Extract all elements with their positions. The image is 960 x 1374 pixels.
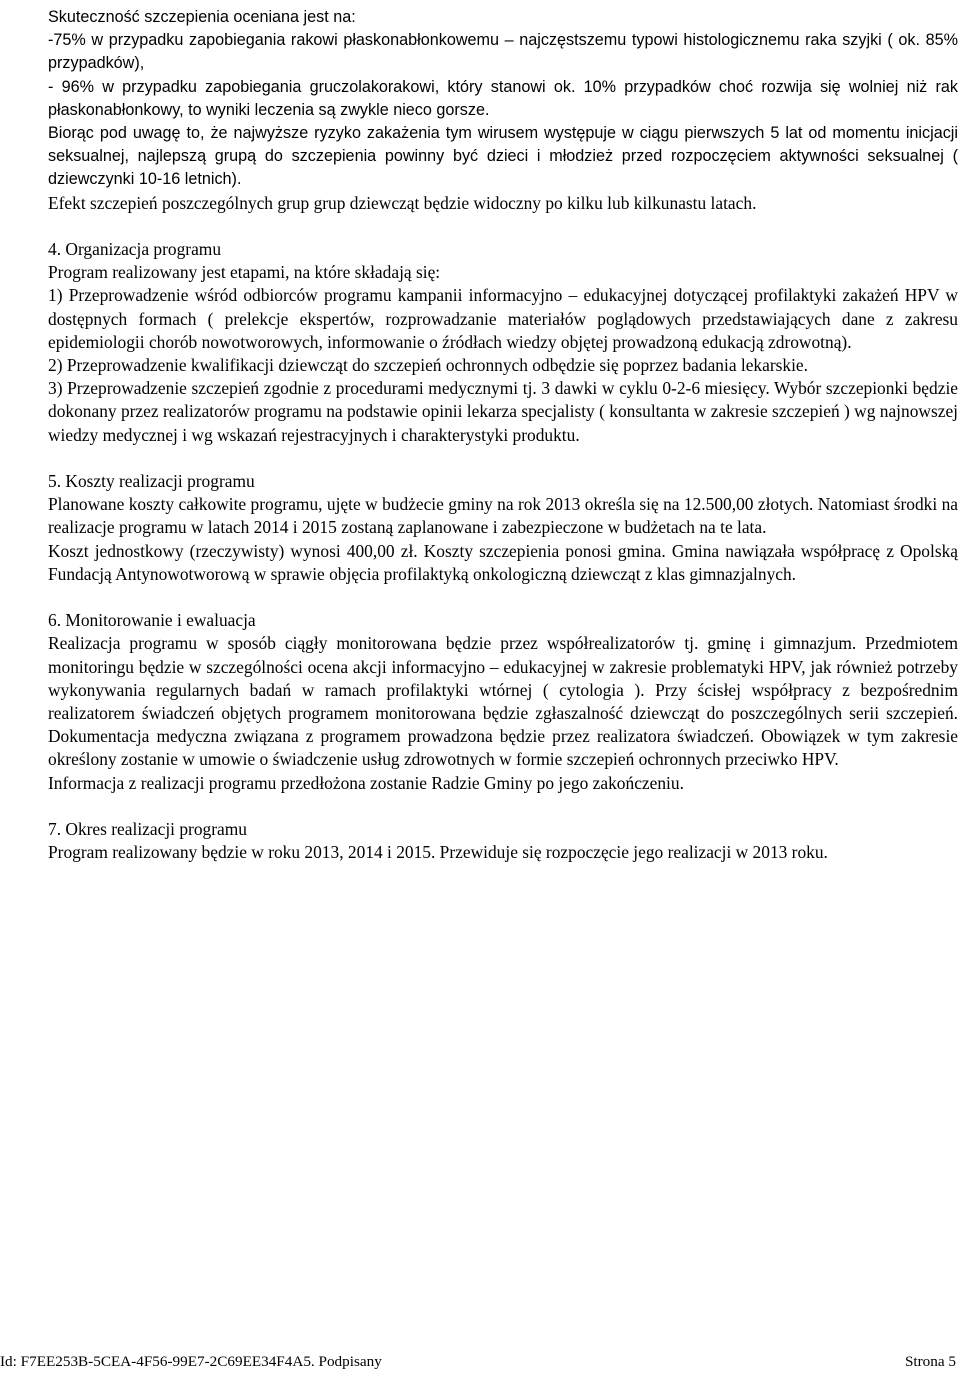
document-id: Id: F7EE253B-5CEA-4F56-99E7-2C69EE34F4A5. Podpisany <box>0 1353 382 1370</box>
target-group-paragraph: Biorąc pod uwagę to, że najwyższe ryzyko zakażenia tym wirusem występuje w ciągu pierwszych 5 lat od momentu inicjacji seksualnej, najlepszą grupą do szczepienia powinny być dzieci i młodzież przed rozpoczęciem aktywności seksualnej ( dziewczynki 10-16 letnich). <box>48 124 958 189</box>
effectiveness-squamous: -75% w przypadku zapobiegania rakowi płaskonabłonkowemu – najczęstszemu typowi histologicznemu raka szyjki ( ok. 85% przypadków), <box>48 31 958 73</box>
section-6-heading: 6. Monitorowanie i ewaluacja <box>48 610 256 631</box>
effectiveness-adeno: - 96% w przypadku zapobiegania gruczolakorakowi, który stanowi ok. 10% przypadków choć rozwija się wolniej niż rak płaskonabłonkowy, to wyniki leczenia są zwykle nieco gorsze. <box>48 77 958 119</box>
section-7-paragraph-1: Program realizowany będzie w roku 2013, 2014 i 2015. Przewiduje się rozpoczęcie jego realizacji w 2013 roku. <box>48 842 828 863</box>
spacer <box>48 215 958 238</box>
page-number: Strona 5 <box>904 1353 956 1370</box>
spacer <box>48 795 958 818</box>
section-5-heading: 5. Koszty realizacji programu <box>48 471 255 492</box>
section-4-item-2: 2) Przeprowadzenie kwalifikacji dziewcząt do szczepień ochronnych odbędzie się poprzez badania lekarskie. <box>48 355 808 376</box>
effectiveness-intro: Skuteczność szczepienia oceniana jest na: <box>48 8 356 26</box>
section-5-paragraph-2: Koszt jednostkowy (rzeczywisty) wynosi 400,00 zł. Koszty szczepienia ponosi gmina. Gmina nawiązała współpracę z Opolską Fundacją Antynowotworową w sprawie objęcia profilaktyką onkologiczną dziewcząt z klas gimnazjalnych. <box>48 540 958 584</box>
section-6-paragraph-1: Realizacja programu w sposób ciągły monitorowana będzie przez współrealizatorów tj. gminę i gimnazjum. Przedmiotem monitoringu będzie w szczególności ocena akcji informacyjno – edukacyjnej w zakresie problematyki HPV, jak również potrzeby wykonywania regularnych badań w ramach profilaktyki wtórnej ( cytologia ). Przy ścisłej współpracy z bezpośrednim realizatorem świadczeń objętych programem monitorowana będzie zgłaszalność dziewcząt do poszczególnych serii szczepień. Dokumentacja medyczna związana z programem prowadzona będzie przez realizatora świadczeń. Obowiązek w tym zakresie określony zostanie w umowie o świadczenie usług zdrowotnych w formie szczepień ochronnych przeciwko HPV. <box>48 633 958 770</box>
effect-paragraph: Efekt szczepień poszczególnych grup grup dziewcząt będzie widoczny po kilku lub kilkunastu latach. <box>48 192 757 213</box>
section-7-heading: 7. Okres realizacji programu <box>48 819 247 840</box>
section-6-paragraph-2: Informacja z realizacji programu przedłożona zostanie Radzie Gminy po jego zakończeniu. <box>48 772 684 793</box>
document-page <box>48 6 958 864</box>
section-4-intro: Program realizowany jest etapami, na które składają się: <box>48 262 441 283</box>
spacer <box>48 447 958 470</box>
section-4-item-3: 3) Przeprowadzenie szczepień zgodnie z procedurami medycznymi tj. 3 dawki w cyklu 0-2-6 miesięcy. Wybór szczepionki będzie dokonany przez realizatorów programu na podstawie opinii lekarza specjalisty ( konsultanta w zakresie szczepień ) wg najnowszej wiedzy medycznej i wg wskazań rejestracyjnych i charakterystyki produktu. <box>48 378 958 445</box>
spacer <box>48 586 958 609</box>
section-4-item-1: 1) Przeprowadzenie wśród odbiorców programu kampanii informacyjno – edukacyjnej dotyczącej profilaktyki zakażeń HPV w dostępnych formach ( prelekcje ekspertów, rozprowadzanie materiałów poglądowych przedstawiających dane z zakresu epidemiologii chorób nowotworowych, informowanie o źródłach wiedzy objętej prowadzoną edukacją zdrowotną). <box>48 285 958 352</box>
section-5-paragraph-1: Planowane koszty całkowite programu, ujęte w budżecie gminy na rok 2013 określa się na 12.500,00 złotych. Natomiast środki na realizacje programu w latach 2014 i 2015 zostaną zaplanowane i zabezpieczone w budżetach na te lata. <box>48 494 958 538</box>
section-4-heading: 4. Organizacja programu <box>48 239 222 260</box>
